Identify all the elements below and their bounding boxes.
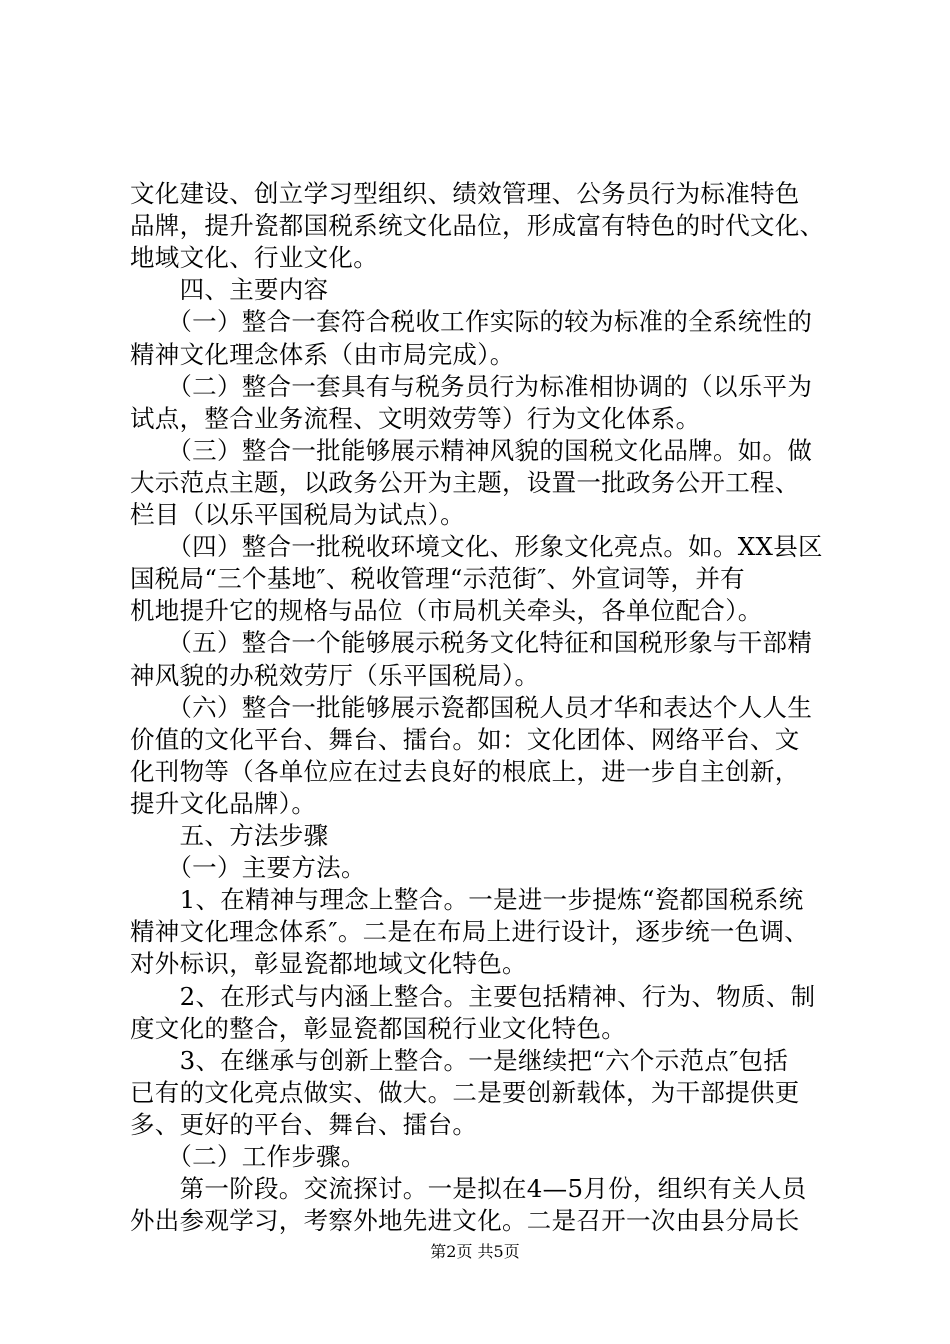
text-line: 精神文化理念体系″。二是在布局上进行设计，逐步统一色调、 xyxy=(130,917,810,947)
subsection-heading: （二）工作步骤。 xyxy=(130,1142,366,1171)
text-line: 机地提升它的规格与品位（市局机关牵头，各单位配合）。 xyxy=(130,596,763,626)
text-line: 品牌，提升瓷都国税系统文化品位，形成富有特色的时代文化、 xyxy=(130,211,825,241)
text-line: 对外标识，彰显瓷都地域文化特色。 xyxy=(130,949,527,979)
text-line: （六）整合一批能够展示瓷都国税人员才华和表达个人人生 xyxy=(130,692,813,722)
text-line: 度文化的整合，彰显瓷都国税行业文化特色。 xyxy=(130,1013,626,1043)
text-line: 已有的文化亮点做实、做大。二是要创新载体，为干部提供更 xyxy=(130,1077,800,1107)
text-line: （三）整合一批能够展示精神风貌的国税文化品牌。如。做 xyxy=(130,435,813,465)
text-line: 第一阶段。交流探讨。一是拟在4—5月份，组织有关人员 xyxy=(130,1174,807,1204)
text-line: 神风貌的办税效劳厅（乐平国税局）。 xyxy=(130,660,540,690)
page-footer: 第2页 共5页 xyxy=(430,1242,520,1261)
section-heading: 五、方法步骤 xyxy=(130,821,329,850)
text-line: （四）整合一批税收环境文化、形象文化亮点。如。XX县区 xyxy=(130,532,823,562)
text-line: 试点，整合业务流程、文明效劳等）行为文化体系。 xyxy=(130,403,701,433)
text-line: 多、更好的平台、舞台、擂台。 xyxy=(130,1109,478,1139)
text-line: （一）整合一套符合税收工作实际的较为标准的全系统性的 xyxy=(130,307,813,337)
text-line: 大示范点主题，以政务公开为主题，设置一批政务公开工程、 xyxy=(130,467,800,497)
text-line: 1、在精神与理念上整合。一是进一步提炼“瓷都国税系统 xyxy=(130,885,804,915)
text-line: 地域文化、行业文化。 xyxy=(130,243,378,273)
text-line: 精神文化理念体系（由市局完成）。 xyxy=(130,339,515,369)
text-line: 文化建设、创立学习型组织、绩效管理、公务员行为标准特色 xyxy=(130,179,800,208)
text-line: 3、在继承与创新上整合。一是继续把“六个示范点″包括 xyxy=(130,1045,789,1075)
text-line: 国税局“三个基地″、税收管理“示范街″、外宣词等，并有 xyxy=(130,564,745,594)
text-line: 2、在形式与内涵上整合。主要包括精神、行为、物质、制 xyxy=(130,981,816,1011)
section-heading: 四、主要内容 xyxy=(130,275,329,305)
text-line: 提升文化品牌）。 xyxy=(130,788,317,818)
text-line: 栏目（以乐平国税局为试点）。 xyxy=(130,500,465,529)
text-line: （五）整合一个能够展示税务文化特征和国税形象与干部精 xyxy=(130,628,813,658)
text-line: 价值的文化平台、舞台、擂台。如：文化团体、网络平台、文 xyxy=(130,724,800,754)
text-line: 外出参观学习，考察外地先进文化。二是召开一次由县分局长 xyxy=(130,1206,800,1236)
subsection-heading: （一）主要方法。 xyxy=(130,853,366,883)
text-line: 化刊物等（各单位应在过去良好的根底上，进一步自主创新， xyxy=(130,756,800,786)
text-line: （二）整合一套具有与税务员行为标准相协调的（以乐平为 xyxy=(130,371,813,401)
